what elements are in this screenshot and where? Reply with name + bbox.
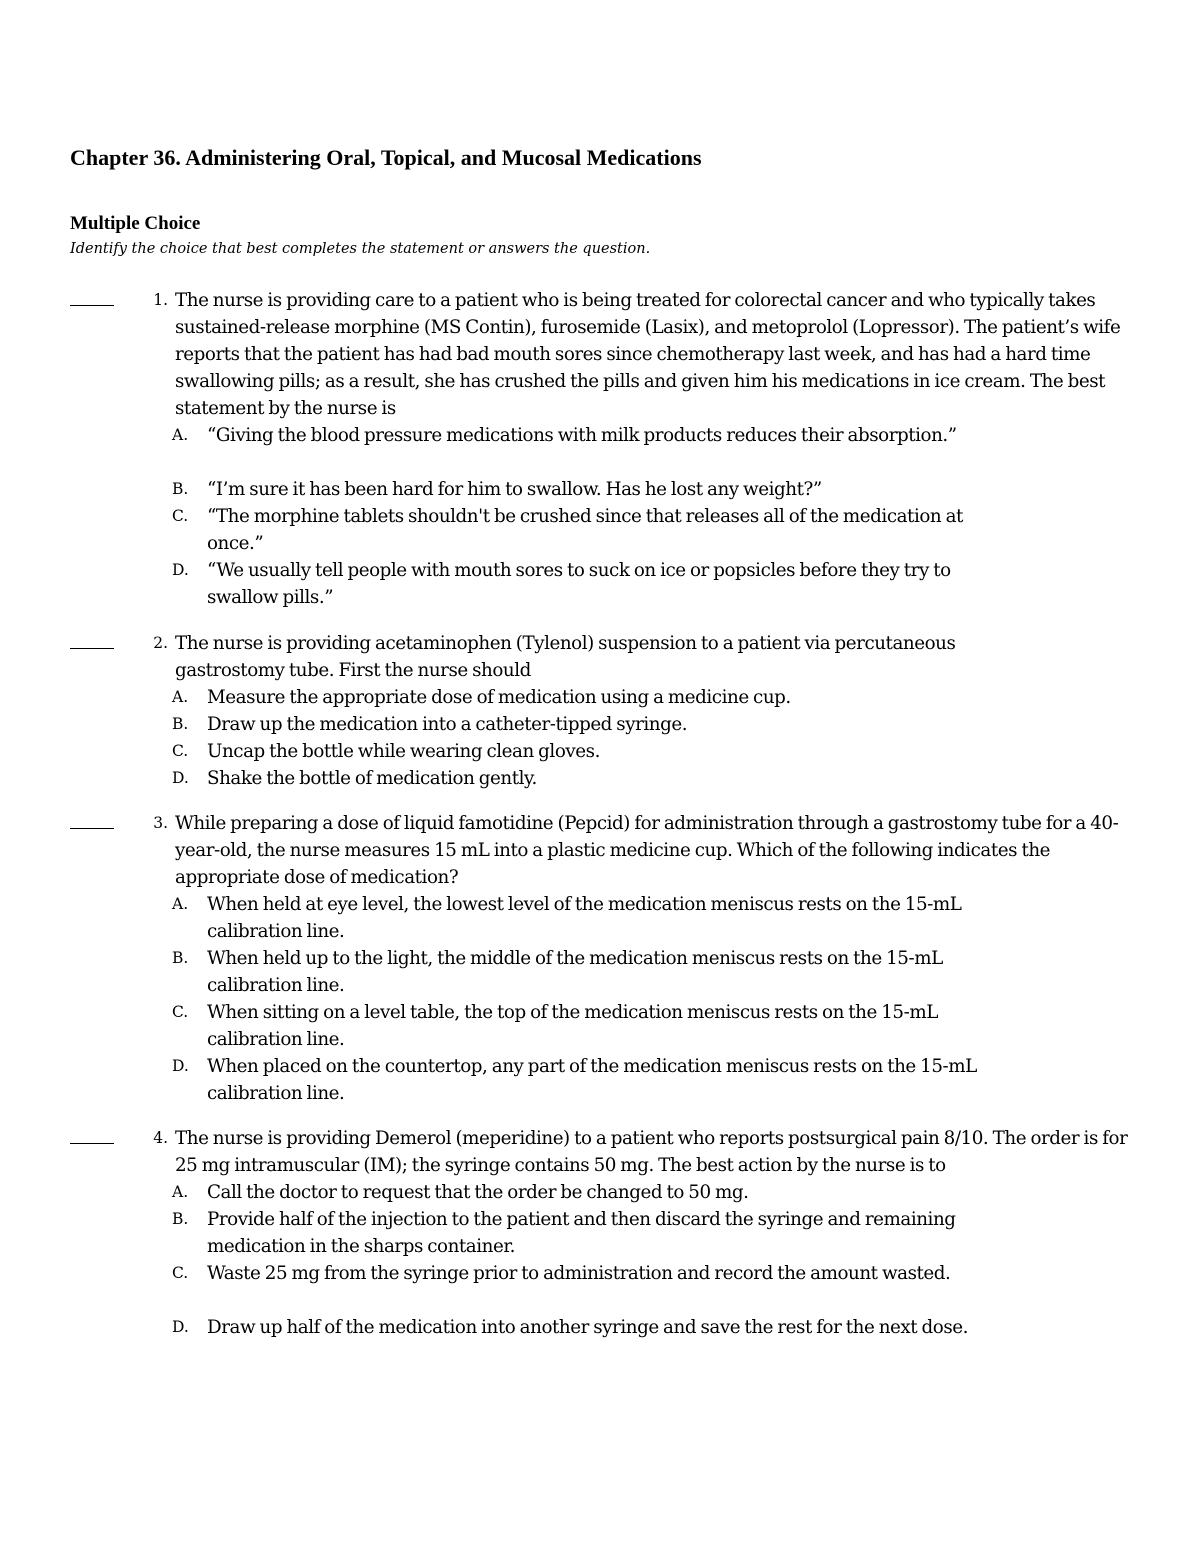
option-letter: C. [172,1264,189,1282]
chapter-title: Chapter 36. Administering Oral, Topical, and Mucosal Medications [70,145,702,170]
question-stem: The nurse is providing care to a patient who is being treated for colorectal cancer and who typically takes sustained-release morphine (MS Contin), furosemide (Lasix), and metoprolol (Lopressor). The patient’s wife reports that the patient has had bad mouth sores since chemotherapy last week, and has had a hard time swallowing pills; as a result, she has crushed the pills and given him his medications in ice cream. The best statement by the nurse is [175,290,1121,419]
option-text: “We usually tell people with mouth sores to suck on ice or popsicles before they try to swallow pills.” [207,560,951,608]
option-letter: D. [172,561,189,579]
option-text: When sitting on a level table, the top of the medication meniscus rests on the 15-mL calibration line. [207,1002,938,1050]
option-letter: D. [172,1057,189,1075]
option-text: “I’m sure it has been hard for him to swallow. Has he lost any weight?” [207,479,822,500]
option-letter: D. [172,1318,189,1336]
section-heading: Multiple Choice [70,213,201,234]
option-letter: C. [172,507,189,525]
option-text: Waste 25 mg from the syringe prior to administration and record the amount wasted. [207,1263,951,1284]
option-letter: B. [172,1210,189,1228]
option-letter: C. [172,1003,189,1021]
option-text: Call the doctor to request that the order be changed to 50 mg. [207,1182,749,1203]
option-letter: A. [172,688,189,706]
option-text: Draw up the medication into a catheter-tipped syringe. [207,714,688,735]
question-stem: The nurse is providing Demerol (meperidine) to a patient who reports postsurgical pain 8/10. The order is for 25 mg intramuscular (IM); the syringe contains 50 mg. The best action by the nurse is to [175,1128,1128,1176]
option-letter: B. [172,949,189,967]
option-text: “The morphine tablets shouldn't be crushed since that releases all of the medication at once.” [207,506,963,554]
option-text: Measure the appropriate dose of medication using a medicine cup. [207,687,791,708]
option-text: Draw up half of the medication into another syringe and save the rest for the next dose. [207,1317,968,1338]
question-stem: The nurse is providing acetaminophen (Tylenol) suspension to a patient via percutaneous gastrostomy tube. First the nurse should [175,633,956,681]
option-letter: A. [172,895,189,913]
answer-blank[interactable] [70,305,114,306]
option-text: When held at eye level, the lowest level of the medication meniscus rests on the 15-mL calibration line. [207,894,962,942]
question-number: 1. [153,291,168,309]
instructions: Identify the choice that best completes the statement or answers the question. [70,241,651,257]
answer-blank[interactable] [70,828,114,829]
question-number: 4. [153,1129,168,1147]
answer-blank[interactable] [70,648,114,649]
option-letter: B. [172,715,189,733]
question-number: 2. [153,634,168,652]
option-text: Provide half of the injection to the patient and then discard the syringe and remaining medication in the sharps container. [207,1209,956,1257]
option-letter: A. [172,426,189,444]
question-number: 3. [153,814,168,832]
option-letter: A. [172,1183,189,1201]
answer-blank[interactable] [70,1143,114,1144]
option-letter: C. [172,742,189,760]
option-text: Uncap the bottle while wearing clean gloves. [207,741,600,762]
option-text: “Giving the blood pressure medications with milk products reduces their absorption.” [207,425,957,446]
question-stem: While preparing a dose of liquid famotidine (Pepcid) for administration through a gastrostomy tube for a 40-year-old, the nurse measures 15 mL into a plastic medicine cup. Which of the following indicates the appropriate dose of medication? [175,813,1119,888]
option-letter: D. [172,769,189,787]
option-text: When placed on the countertop, any part of the medication meniscus rests on the 15-mL calibration line. [207,1056,977,1104]
option-text: Shake the bottle of medication gently. [207,768,537,789]
option-letter: B. [172,480,189,498]
option-text: When held up to the light, the middle of the medication meniscus rests on the 15-mL calibration line. [207,948,943,996]
